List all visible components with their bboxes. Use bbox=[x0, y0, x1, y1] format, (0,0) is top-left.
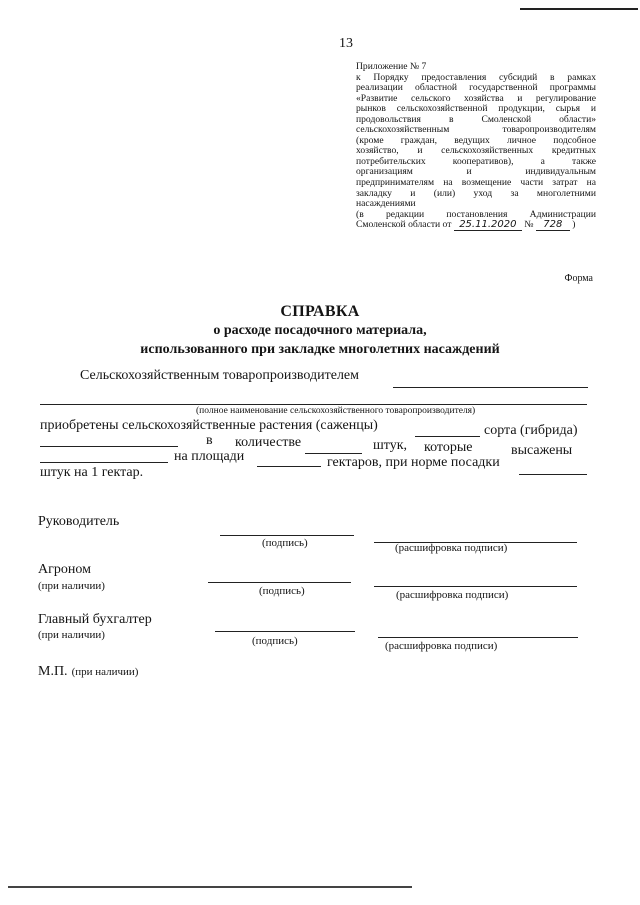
date-prefix: Смоленской области от bbox=[356, 219, 452, 231]
appendix-date-line bbox=[356, 220, 596, 231]
appendix-line: «Развитие сельского хозяйства и регулирование bbox=[356, 92, 596, 104]
appendix-line: реализации областной государственной программы bbox=[356, 82, 596, 94]
area-text: на площади bbox=[174, 449, 245, 464]
head-signature-caption: (подпись) bbox=[262, 537, 308, 549]
acquired-plants-text: приобретены сельскохозяйственные растения (саженцы) bbox=[40, 418, 378, 433]
appendix-line: продовольствия в Смоленской области» bbox=[356, 113, 596, 125]
accountant-note: (при наличии) bbox=[38, 629, 105, 641]
agronomist-note: (при наличии) bbox=[38, 580, 105, 592]
closing-paren: ) bbox=[572, 219, 576, 231]
quantity-text: количестве bbox=[235, 435, 302, 450]
document-subtitle-line-1: о расходе посадочного материала, bbox=[213, 323, 427, 338]
document-subtitle-line-2: использованного при закладке многолетних насаждений bbox=[140, 342, 500, 357]
scan-edge-line bbox=[520, 8, 638, 10]
planting-location-field[interactable] bbox=[40, 462, 168, 463]
handwritten-date: 25.11.2020 bbox=[454, 220, 522, 231]
document-title: СПРАВКА bbox=[280, 303, 360, 320]
appendix-line: к Порядку предоставления субсидий в рамках bbox=[356, 71, 596, 83]
appendix-line: хозяйство, и сельскохозяйственных кредитных bbox=[356, 145, 596, 157]
appendix-line: рынков сельскохозяйственной продукции, сырья и bbox=[356, 103, 596, 115]
area-field[interactable] bbox=[257, 466, 321, 467]
head-label: Руководитель bbox=[38, 514, 120, 529]
per-hectare-text: штук на 1 гектар. bbox=[40, 465, 144, 480]
producer-name-field-continued[interactable] bbox=[40, 404, 587, 405]
seal-note: (при наличии) bbox=[71, 666, 139, 678]
appendix-line: (кроме граждан, ведущих личное подсобное bbox=[356, 134, 596, 146]
appendix-title: Приложение № 7 bbox=[356, 61, 427, 72]
agronomist-decoding-field[interactable] bbox=[374, 586, 577, 587]
seal-label: М.П. bbox=[38, 664, 68, 679]
which-text: которые bbox=[424, 440, 473, 455]
accountant-signature-caption: (подпись) bbox=[252, 635, 298, 647]
seedlings-type-field[interactable] bbox=[415, 436, 480, 437]
in-text: в bbox=[206, 433, 213, 448]
handwritten-number: 728 bbox=[536, 220, 570, 231]
appendix-edition-line: (в редакции постановления Администрации bbox=[356, 208, 596, 220]
number-sign: № bbox=[524, 219, 534, 231]
appendix-line: предпринимателям на возмещение части затрат на bbox=[356, 177, 596, 189]
agronomist-signature-caption: (подпись) bbox=[259, 585, 305, 597]
accountant-decoding-field[interactable] bbox=[378, 637, 578, 638]
head-signature-field[interactable] bbox=[220, 535, 354, 536]
quantity-field[interactable] bbox=[305, 453, 362, 454]
variety-text: сорта (гибрида) bbox=[484, 423, 578, 438]
accountant-decoding-caption: (расшифровка подписи) bbox=[385, 640, 498, 652]
accountant-label: Главный бухгалтер bbox=[38, 612, 152, 627]
accountant-signature-field[interactable] bbox=[215, 631, 355, 632]
planted-text: высажены bbox=[511, 443, 573, 458]
variety-name-field[interactable] bbox=[40, 446, 178, 447]
producer-label: Сельскохозяйственным товаропроизводителем bbox=[80, 368, 360, 383]
pieces-text: штук, bbox=[373, 438, 408, 453]
page-number: 13 bbox=[339, 36, 353, 51]
agronomist-label: Агроном bbox=[38, 562, 91, 577]
form-label: Форма bbox=[564, 273, 593, 284]
appendix-line: закладку и (или) уход за многолетними bbox=[356, 187, 596, 199]
head-decoding-caption: (расшифровка подписи) bbox=[395, 542, 508, 554]
planting-norm-text: гектаров, при норме посадки bbox=[327, 455, 500, 470]
seal-line bbox=[38, 662, 138, 680]
appendix-line: насаждениями bbox=[356, 198, 416, 210]
appendix-line: сельскохозяйственным товаропроизводителям bbox=[356, 124, 596, 136]
planting-norm-field[interactable] bbox=[519, 474, 587, 475]
scan-bottom-line bbox=[8, 886, 412, 888]
agronomist-decoding-caption: (расшифровка подписи) bbox=[396, 589, 509, 601]
appendix-block bbox=[356, 62, 596, 231]
agronomist-signature-field[interactable] bbox=[208, 582, 351, 583]
producer-caption: (полное наименование сельскохозяйственного товаропроизводителя) bbox=[196, 406, 476, 416]
appendix-line: организациям и индивидуальным bbox=[356, 166, 596, 178]
appendix-line: потребительских кооперативов), а также bbox=[356, 155, 596, 167]
producer-name-field[interactable] bbox=[393, 387, 588, 388]
